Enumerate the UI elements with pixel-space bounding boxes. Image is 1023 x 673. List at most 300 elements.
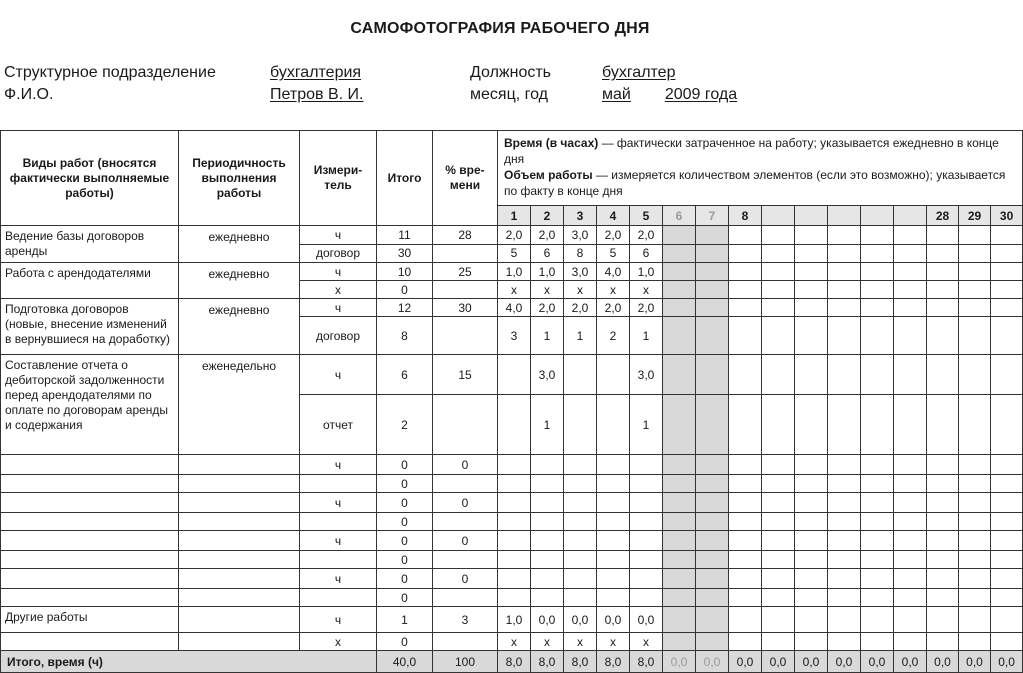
period-cell bbox=[179, 551, 300, 569]
day-cell bbox=[861, 607, 894, 633]
work-cell: Работа с арендодателями bbox=[1, 263, 179, 299]
total-cell: 0 bbox=[377, 589, 433, 607]
day-cell bbox=[630, 551, 663, 569]
day-cell bbox=[498, 475, 531, 493]
note-volume-text: — измеряется количеством элементов (если это возможно); указывается по факту в конце дня bbox=[504, 168, 1006, 198]
pct-cell bbox=[433, 317, 498, 355]
day-cell bbox=[927, 299, 959, 317]
day-cell bbox=[531, 455, 564, 475]
day-cell bbox=[927, 455, 959, 475]
day-header-cell bbox=[861, 206, 894, 226]
day-cell bbox=[762, 455, 795, 475]
period-cell bbox=[179, 531, 300, 551]
position-label: Должность bbox=[470, 64, 551, 81]
period-cell bbox=[179, 513, 300, 531]
day-cell bbox=[861, 244, 894, 263]
total-cell: 12 bbox=[377, 299, 433, 317]
day-cell bbox=[828, 355, 861, 395]
day-cell bbox=[696, 263, 729, 281]
day-cell bbox=[663, 455, 696, 475]
day-cell bbox=[927, 569, 959, 589]
day-cell bbox=[696, 569, 729, 589]
page-title: САМОФОТОГРАФИЯ РАБОЧЕГО ДНЯ bbox=[350, 20, 650, 37]
day-cell bbox=[663, 226, 696, 245]
total-day-cell: 8,0 bbox=[597, 651, 630, 673]
day-cell: х bbox=[498, 633, 531, 651]
month-label: месяц, год bbox=[470, 86, 548, 103]
total-cell: 8 bbox=[377, 317, 433, 355]
table-row bbox=[1, 531, 1023, 551]
day-cell bbox=[630, 455, 663, 475]
day-cell: 6 bbox=[630, 244, 663, 263]
pct-cell bbox=[433, 513, 498, 531]
day-cell: 2,0 bbox=[597, 299, 630, 317]
table-row bbox=[1, 455, 1023, 475]
day-cell: х bbox=[630, 281, 663, 299]
day-cell bbox=[828, 263, 861, 281]
timesheet-table bbox=[0, 130, 1023, 673]
day-header-cell: 5 bbox=[630, 206, 663, 226]
day-cell bbox=[531, 493, 564, 513]
day-cell bbox=[663, 633, 696, 651]
day-cell: 1 bbox=[531, 317, 564, 355]
day-cell: 1,0 bbox=[630, 263, 663, 281]
day-cell bbox=[894, 513, 927, 531]
header-row bbox=[1, 131, 1023, 206]
day-cell bbox=[894, 244, 927, 263]
day-cell bbox=[991, 355, 1023, 395]
day-cell bbox=[696, 317, 729, 355]
period-cell bbox=[179, 455, 300, 475]
day-cell bbox=[828, 395, 861, 455]
day-cell: 1 bbox=[531, 395, 564, 455]
day-cell: х bbox=[630, 633, 663, 651]
day-cell bbox=[894, 633, 927, 651]
day-cell bbox=[696, 226, 729, 245]
day-header-cell bbox=[894, 206, 927, 226]
day-cell bbox=[894, 493, 927, 513]
day-cell bbox=[696, 633, 729, 651]
day-cell bbox=[894, 299, 927, 317]
pct-cell: 28 bbox=[433, 226, 498, 245]
total-label: Итого, время (ч) bbox=[1, 651, 377, 673]
day-cell bbox=[663, 493, 696, 513]
day-cell bbox=[696, 475, 729, 493]
day-cell: 5 bbox=[597, 244, 630, 263]
pct-cell bbox=[433, 475, 498, 493]
unit-cell: ч bbox=[300, 493, 377, 513]
day-cell bbox=[696, 531, 729, 551]
day-cell bbox=[959, 493, 991, 513]
day-cell bbox=[630, 513, 663, 531]
day-cell bbox=[861, 531, 894, 551]
pct-cell: 30 bbox=[433, 299, 498, 317]
day-cell bbox=[696, 493, 729, 513]
day-cell bbox=[861, 281, 894, 299]
day-cell bbox=[597, 493, 630, 513]
month-value bbox=[602, 86, 764, 104]
day-cell: 3,0 bbox=[564, 263, 597, 281]
day-cell bbox=[762, 607, 795, 633]
day-cell bbox=[531, 513, 564, 531]
day-cell: х bbox=[564, 281, 597, 299]
day-header-cell: 7 bbox=[696, 206, 729, 226]
table-row bbox=[1, 263, 1023, 281]
day-cell bbox=[498, 551, 531, 569]
day-cell bbox=[729, 355, 762, 395]
day-cell bbox=[861, 395, 894, 455]
unit-cell: отчет bbox=[300, 395, 377, 455]
day-cell bbox=[531, 475, 564, 493]
day-cell bbox=[894, 281, 927, 299]
day-cell bbox=[729, 263, 762, 281]
day-cell bbox=[564, 493, 597, 513]
day-cell bbox=[927, 355, 959, 395]
day-cell bbox=[828, 493, 861, 513]
month-name: май bbox=[602, 86, 631, 103]
day-cell bbox=[498, 531, 531, 551]
day-cell bbox=[894, 395, 927, 455]
period-cell: ежедневно bbox=[179, 299, 300, 355]
total-cell: 0 bbox=[377, 569, 433, 589]
day-cell: 3 bbox=[498, 317, 531, 355]
day-cell bbox=[959, 633, 991, 651]
total-day-cell: 0,0 bbox=[894, 651, 927, 673]
day-cell: 2,0 bbox=[597, 226, 630, 245]
day-cell: 0,0 bbox=[630, 607, 663, 633]
period-cell bbox=[179, 475, 300, 493]
total-day-cell: 8,0 bbox=[630, 651, 663, 673]
day-cell bbox=[991, 493, 1023, 513]
day-cell bbox=[795, 355, 828, 395]
total-day-cell: 0,0 bbox=[828, 651, 861, 673]
day-cell: 2,0 bbox=[630, 226, 663, 245]
day-cell bbox=[828, 299, 861, 317]
pct-cell: 15 bbox=[433, 355, 498, 395]
day-cell: х bbox=[531, 281, 564, 299]
day-header-cell bbox=[795, 206, 828, 226]
unit-cell: х bbox=[300, 633, 377, 651]
day-cell bbox=[991, 455, 1023, 475]
work-cell bbox=[1, 455, 179, 475]
day-cell bbox=[498, 493, 531, 513]
unit-cell: ч bbox=[300, 355, 377, 395]
total-cell: 1 bbox=[377, 607, 433, 633]
day-cell bbox=[762, 589, 795, 607]
day-cell bbox=[696, 455, 729, 475]
day-cell: 2,0 bbox=[630, 299, 663, 317]
day-cell bbox=[894, 455, 927, 475]
day-cell bbox=[828, 455, 861, 475]
day-cell: 0,0 bbox=[531, 607, 564, 633]
day-cell: 6 bbox=[531, 244, 564, 263]
day-cell bbox=[795, 513, 828, 531]
day-cell bbox=[959, 281, 991, 299]
day-cell bbox=[729, 589, 762, 607]
day-cell bbox=[729, 455, 762, 475]
day-cell bbox=[597, 589, 630, 607]
period-cell: ежедневно bbox=[179, 226, 300, 263]
day-header-cell: 29 bbox=[959, 206, 991, 226]
day-cell: 4,0 bbox=[498, 299, 531, 317]
day-cell: 0,0 bbox=[597, 607, 630, 633]
day-cell bbox=[729, 607, 762, 633]
day-cell bbox=[828, 281, 861, 299]
dept-label: Структурное подразделение bbox=[4, 64, 216, 81]
day-cell bbox=[927, 281, 959, 299]
day-cell bbox=[663, 607, 696, 633]
day-cell bbox=[663, 244, 696, 263]
work-cell: Составление отчета о дебиторской задолженности перед арендодателями по оплате по договорам аренды и содержания bbox=[1, 355, 179, 455]
day-cell bbox=[894, 226, 927, 245]
day-cell bbox=[959, 569, 991, 589]
work-cell: Подготовка договоров (новые, внесение изменений в вернувшиеся на доработку) bbox=[1, 299, 179, 355]
table-row bbox=[1, 551, 1023, 569]
day-cell bbox=[729, 633, 762, 651]
day-header-cell: 8 bbox=[729, 206, 762, 226]
day-cell bbox=[959, 355, 991, 395]
total-day-cell: 8,0 bbox=[564, 651, 597, 673]
day-cell bbox=[762, 355, 795, 395]
total-day-cell: 8,0 bbox=[531, 651, 564, 673]
unit-cell bbox=[300, 551, 377, 569]
day-cell bbox=[564, 475, 597, 493]
total-day-cell: 0,0 bbox=[696, 651, 729, 673]
day-cell bbox=[663, 263, 696, 281]
day-cell bbox=[861, 589, 894, 607]
day-cell: х bbox=[597, 281, 630, 299]
unit-cell bbox=[300, 513, 377, 531]
note-volume-bold: Объем работы bbox=[504, 168, 593, 182]
day-cell bbox=[729, 226, 762, 245]
day-cell bbox=[696, 551, 729, 569]
day-cell bbox=[597, 455, 630, 475]
day-cell bbox=[861, 513, 894, 531]
day-cell bbox=[762, 475, 795, 493]
day-cell bbox=[795, 589, 828, 607]
day-cell bbox=[696, 299, 729, 317]
day-cell bbox=[597, 475, 630, 493]
day-cell bbox=[991, 569, 1023, 589]
day-cell bbox=[762, 513, 795, 531]
day-cell bbox=[959, 531, 991, 551]
day-cell bbox=[762, 281, 795, 299]
day-cell bbox=[564, 551, 597, 569]
day-cell: 1 bbox=[564, 317, 597, 355]
day-cell bbox=[894, 569, 927, 589]
day-cell bbox=[762, 551, 795, 569]
day-cell bbox=[828, 633, 861, 651]
pct-cell: 0 bbox=[433, 569, 498, 589]
day-cell bbox=[663, 551, 696, 569]
day-cell bbox=[498, 513, 531, 531]
day-cell bbox=[861, 633, 894, 651]
day-cell: х bbox=[498, 281, 531, 299]
work-cell bbox=[1, 589, 179, 607]
day-cell bbox=[795, 569, 828, 589]
day-cell bbox=[991, 281, 1023, 299]
day-cell bbox=[696, 395, 729, 455]
table-row bbox=[1, 589, 1023, 607]
day-cell bbox=[729, 281, 762, 299]
day-cell bbox=[828, 317, 861, 355]
day-cell bbox=[828, 513, 861, 531]
day-cell bbox=[894, 263, 927, 281]
table-row bbox=[1, 569, 1023, 589]
day-cell: 3,0 bbox=[630, 355, 663, 395]
day-cell bbox=[729, 531, 762, 551]
total-day-cell: 8,0 bbox=[498, 651, 531, 673]
day-cell bbox=[927, 317, 959, 355]
day-header-cell bbox=[762, 206, 795, 226]
unit-cell: х bbox=[300, 281, 377, 299]
day-cell bbox=[663, 395, 696, 455]
day-cell bbox=[959, 263, 991, 281]
day-cell bbox=[762, 569, 795, 589]
day-cell: 3,0 bbox=[531, 355, 564, 395]
day-cell bbox=[729, 493, 762, 513]
day-cell bbox=[597, 355, 630, 395]
total-cell: 0 bbox=[377, 633, 433, 651]
work-cell bbox=[1, 513, 179, 531]
pct-cell: 3 bbox=[433, 607, 498, 633]
day-cell: х bbox=[531, 633, 564, 651]
day-cell: 3,0 bbox=[564, 226, 597, 245]
day-cell bbox=[498, 355, 531, 395]
year-value: 2009 года bbox=[664, 86, 738, 103]
col-header-period: Периодичность выполнения работы bbox=[179, 131, 300, 226]
day-cell: 1 bbox=[630, 317, 663, 355]
day-cell bbox=[597, 569, 630, 589]
table-row bbox=[1, 513, 1023, 531]
work-cell: Ведение базы договоров аренды bbox=[1, 226, 179, 263]
day-header-cell: 6 bbox=[663, 206, 696, 226]
work-cell: Другие работы bbox=[1, 607, 179, 633]
day-cell bbox=[795, 395, 828, 455]
day-cell: 5 bbox=[498, 244, 531, 263]
work-cell bbox=[1, 493, 179, 513]
total-day-cell: 0,0 bbox=[762, 651, 795, 673]
day-cell: 2,0 bbox=[531, 226, 564, 245]
dept-value: бухгалтерия bbox=[270, 64, 362, 81]
day-cell: 1,0 bbox=[498, 607, 531, 633]
day-cell bbox=[795, 317, 828, 355]
unit-cell: ч bbox=[300, 299, 377, 317]
day-header-cell: 3 bbox=[564, 206, 597, 226]
total-cell: 2 bbox=[377, 395, 433, 455]
day-cell bbox=[828, 607, 861, 633]
work-cell bbox=[1, 633, 179, 651]
day-cell bbox=[696, 589, 729, 607]
legend-note bbox=[498, 131, 1023, 206]
unit-cell: договор bbox=[300, 244, 377, 263]
unit-cell: ч bbox=[300, 263, 377, 281]
day-cell bbox=[959, 475, 991, 493]
total-day-cell: 0,0 bbox=[729, 651, 762, 673]
total-row bbox=[1, 651, 1023, 673]
period-cell: еженедельно bbox=[179, 355, 300, 455]
day-cell bbox=[959, 299, 991, 317]
unit-cell bbox=[300, 589, 377, 607]
pct-cell bbox=[433, 244, 498, 263]
day-cell bbox=[531, 551, 564, 569]
table-row bbox=[1, 493, 1023, 513]
unit-cell: ч bbox=[300, 569, 377, 589]
day-cell bbox=[861, 317, 894, 355]
day-cell bbox=[795, 475, 828, 493]
day-cell bbox=[828, 569, 861, 589]
work-cell bbox=[1, 531, 179, 551]
day-cell bbox=[894, 355, 927, 395]
day-cell bbox=[959, 607, 991, 633]
day-cell bbox=[795, 226, 828, 245]
day-cell bbox=[729, 569, 762, 589]
day-cell bbox=[927, 244, 959, 263]
day-cell: 1,0 bbox=[498, 263, 531, 281]
day-cell bbox=[959, 226, 991, 245]
day-cell bbox=[991, 395, 1023, 455]
day-cell bbox=[861, 455, 894, 475]
day-cell bbox=[828, 226, 861, 245]
day-cell bbox=[894, 589, 927, 607]
total-cell: 0 bbox=[377, 475, 433, 493]
day-cell bbox=[959, 395, 991, 455]
day-cell bbox=[991, 589, 1023, 607]
day-cell bbox=[828, 244, 861, 263]
total-cell: 0 bbox=[377, 551, 433, 569]
day-cell bbox=[762, 299, 795, 317]
day-cell bbox=[531, 531, 564, 551]
day-cell bbox=[630, 589, 663, 607]
day-cell bbox=[991, 513, 1023, 531]
pct-cell bbox=[433, 395, 498, 455]
day-cell bbox=[927, 263, 959, 281]
day-cell bbox=[861, 475, 894, 493]
day-cell bbox=[729, 475, 762, 493]
day-cell bbox=[991, 299, 1023, 317]
day-cell bbox=[663, 569, 696, 589]
total-cell: 11 bbox=[377, 226, 433, 245]
day-header-cell: 4 bbox=[597, 206, 630, 226]
day-cell bbox=[991, 551, 1023, 569]
day-cell bbox=[663, 281, 696, 299]
day-cell bbox=[564, 589, 597, 607]
position-value: бухгалтер bbox=[602, 64, 676, 81]
pct-cell bbox=[433, 551, 498, 569]
work-cell bbox=[1, 551, 179, 569]
day-cell bbox=[927, 551, 959, 569]
day-header-cell: 2 bbox=[531, 206, 564, 226]
unit-cell bbox=[300, 475, 377, 493]
day-cell bbox=[828, 589, 861, 607]
day-cell bbox=[927, 226, 959, 245]
day-cell bbox=[894, 607, 927, 633]
day-cell bbox=[663, 589, 696, 607]
day-cell bbox=[564, 395, 597, 455]
col-header-total: Итого bbox=[377, 131, 433, 226]
day-cell bbox=[991, 244, 1023, 263]
day-cell bbox=[729, 299, 762, 317]
pct-cell: 0 bbox=[433, 493, 498, 513]
day-cell bbox=[991, 317, 1023, 355]
day-cell bbox=[729, 513, 762, 531]
table-row bbox=[1, 475, 1023, 493]
day-cell bbox=[861, 355, 894, 395]
day-cell bbox=[531, 589, 564, 607]
day-cell bbox=[696, 513, 729, 531]
day-cell bbox=[795, 493, 828, 513]
note-time-bold: Время (в часах) bbox=[504, 136, 599, 150]
